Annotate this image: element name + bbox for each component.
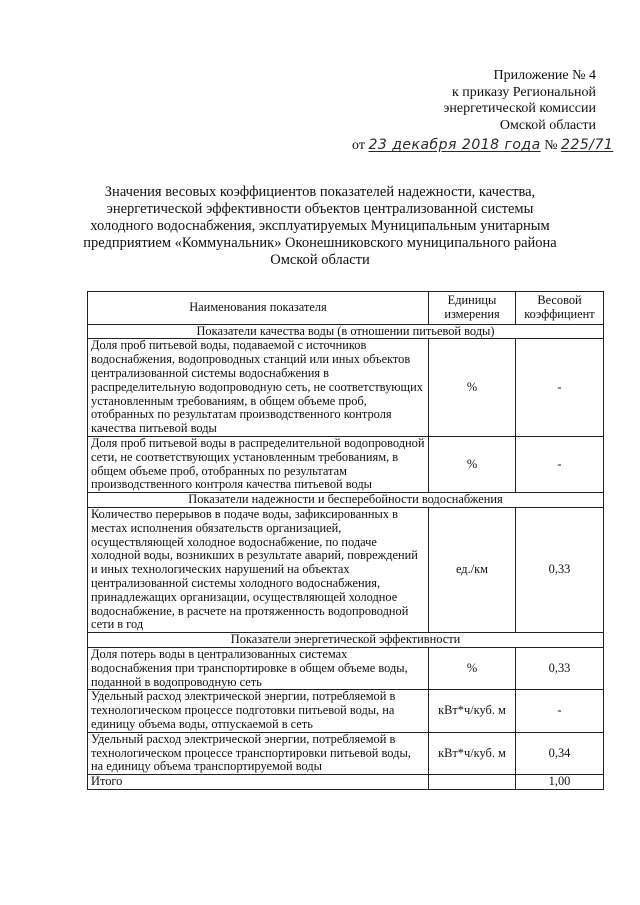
table-row <box>88 647 604 689</box>
indicator-coef: - <box>516 690 604 732</box>
appendix-line: к приказу Региональной <box>451 84 596 100</box>
indicator-name: Удельный расход электрической энергии, потребляемой в технологическом процессе транспортировки питьевой воды, на единицу объема транспортируемой воды <box>88 732 429 774</box>
indicator-name: Удельный расход электрической энергии, потребляемой в технологическом процессе подготовки питьевой воды, на единицу объема воды, отпускаемой в сеть <box>88 690 429 732</box>
title-line: Значения весовых коэффициентов показателей надежности, качества, <box>104 184 536 200</box>
indicator-coef: - <box>516 339 604 437</box>
section-row <box>88 633 604 648</box>
section-title: Показатели надежности и бесперебойности водоснабжения <box>88 493 604 508</box>
table-header-row <box>88 292 604 325</box>
indicator-unit: ед./км <box>429 507 516 632</box>
title-line: предприятием «Коммунальник» Оконешниковского муниципального района <box>83 235 557 251</box>
section-title: Показатели качества воды (в отношении питьевой воды) <box>88 324 604 339</box>
appendix-line: Приложение № 4 <box>493 68 596 83</box>
indicator-unit: кВт*ч/куб. м <box>429 690 516 732</box>
indicator-name: Доля потерь воды в централизованных системах водоснабжения при транспортировке в общем объеме воды, поданной в водопроводную сеть <box>88 647 429 689</box>
title-line: холодного водоснабжения, эксплуатируемых Муниципальным унитарным <box>90 218 550 234</box>
indicator-name: Количество перерывов в подаче воды, зафиксированных в местах исполнения обязательств организацией, осуществляющей холодное водоснабжение, по подаче холодной воды, возникших в результате аварий, повреждений и иных технологических нарушений на объектах централизованной системы холодного водоснабжения, принадлежащих организации, осуществляющей холодное водоснабжение, в расчете на протяженность водопроводной сети в год <box>88 507 429 632</box>
header-coef: Весовой коэффициент <box>516 292 604 325</box>
order-date-handwritten: 23 декабря 2018 года <box>368 137 541 153</box>
table-row <box>88 436 604 492</box>
total-row <box>88 775 604 790</box>
total-label: Итого <box>88 775 429 790</box>
section-title: Показатели энергетической эффективности <box>88 633 604 648</box>
section-row <box>88 493 604 508</box>
table-row <box>88 507 604 632</box>
header-name: Наименования показателя <box>88 292 429 325</box>
indicator-coef: 0,34 <box>516 732 604 774</box>
indicator-coef: - <box>516 436 604 492</box>
document-title <box>64 184 576 269</box>
appendix-header <box>443 68 596 134</box>
coefficients-table <box>87 291 604 790</box>
appendix-line: Омской области <box>499 117 596 133</box>
indicator-unit: % <box>429 339 516 437</box>
order-prefix: от <box>352 138 365 153</box>
section-row <box>88 324 604 339</box>
indicator-unit: % <box>429 647 516 689</box>
order-number-handwritten: 225/71 <box>561 137 614 153</box>
table-row <box>88 690 604 732</box>
header-unit: Единицы измерения <box>429 292 516 325</box>
indicator-coef: 0,33 <box>516 507 604 632</box>
indicator-coef: 0,33 <box>516 647 604 689</box>
table-row <box>88 732 604 774</box>
indicator-name: Доля проб питьевой воды в распределительной водопроводной сети, не соответствующих установленным требованиям, в общем объеме проб, отобранных по результатам производственного контроля качества питьевой воды <box>88 436 429 492</box>
appendix-line: энергетической комиссии <box>443 101 596 116</box>
total-coef: 1,00 <box>516 775 604 790</box>
table-row <box>88 339 604 437</box>
order-reference <box>352 136 613 155</box>
title-line: энергетической эффективности объектов централизованной системы <box>106 201 534 217</box>
indicator-unit: кВт*ч/куб. м <box>429 732 516 774</box>
total-unit <box>429 775 516 790</box>
title-line: Омской области <box>270 252 370 268</box>
indicator-unit: % <box>429 436 516 492</box>
indicator-name: Доля проб питьевой воды, подаваемой с источников водоснабжения, водопроводных станций или иных объектов централизованной системы водоснабжения в распределительную водопроводную сеть, не соответствующих установленным требованиям, в общем объеме проб, отобранных по результатам производственного контроля качества питьевой воды <box>88 339 429 437</box>
order-number-sign: № <box>544 138 558 153</box>
